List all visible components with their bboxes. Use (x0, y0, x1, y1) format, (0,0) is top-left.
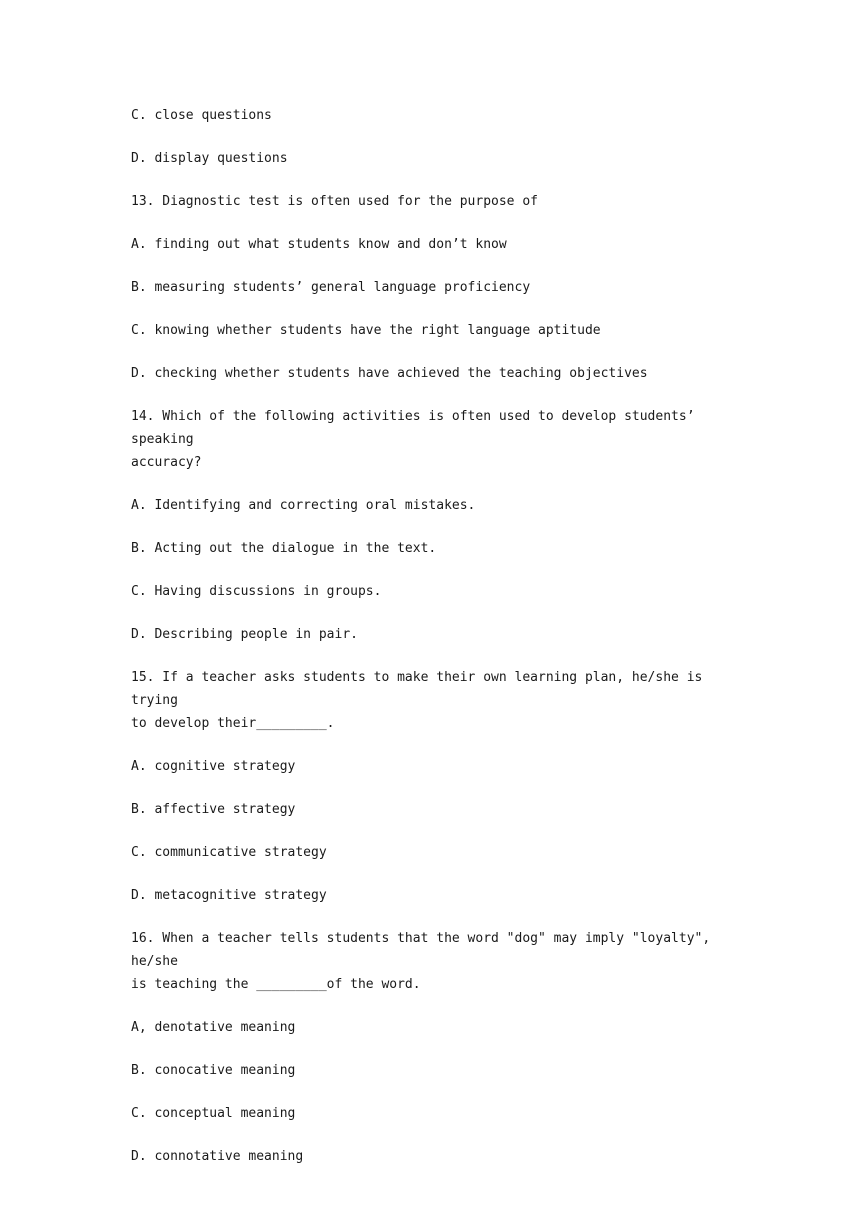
text-line: D. display questions (131, 151, 288, 166)
text-line: D. connotative meaning (131, 1149, 304, 1164)
text-paragraph (131, 1102, 741, 1125)
text-paragraph (131, 1059, 741, 1082)
document-page (131, 104, 741, 1188)
text-line: C. close questions (131, 108, 272, 123)
text-paragraph (131, 104, 741, 127)
text-line: 13. Diagnostic test is often used for the purpose of (131, 194, 538, 209)
text-paragraph (131, 927, 741, 996)
text-line: C. Having discussions in groups. (131, 584, 382, 599)
text-line: 15. If a teacher asks students to make their own learning plan, he/she is trying (131, 670, 711, 708)
text-paragraph (131, 1145, 741, 1168)
text-paragraph (131, 580, 741, 603)
text-line: B. Acting out the dialogue in the text. (131, 541, 437, 556)
text-line: D. checking whether students have achieved the teaching objectives (131, 366, 648, 381)
text-line: A. finding out what students know and don’t know (131, 237, 507, 252)
text-line: C. knowing whether students have the right language aptitude (131, 323, 601, 338)
text-line: A. cognitive strategy (131, 759, 296, 774)
text-paragraph (131, 362, 741, 385)
text-line: D. Describing people in pair. (131, 627, 358, 642)
text-paragraph (131, 233, 741, 256)
text-line: accuracy? (131, 455, 202, 470)
text-paragraph (131, 319, 741, 342)
text-paragraph (131, 190, 741, 213)
text-paragraph (131, 276, 741, 299)
text-line: B. measuring students’ general language proficiency (131, 280, 531, 295)
text-paragraph (131, 623, 741, 646)
text-paragraph (131, 755, 741, 778)
text-paragraph (131, 1016, 741, 1039)
text-line: 14. Which of the following activities is often used to develop students’ speaking (131, 409, 703, 447)
text-paragraph (131, 405, 741, 474)
text-line: C. conceptual meaning (131, 1106, 296, 1121)
text-line: D. metacognitive strategy (131, 888, 327, 903)
text-line: 16. When a teacher tells students that the word "dog" may imply "loyalty", he/she (131, 931, 719, 969)
text-paragraph (131, 494, 741, 517)
text-line: B. conocative meaning (131, 1063, 296, 1078)
text-paragraph (131, 884, 741, 907)
text-line: B. affective strategy (131, 802, 296, 817)
text-paragraph (131, 147, 741, 170)
text-line: A, denotative meaning (131, 1020, 296, 1035)
text-paragraph (131, 666, 741, 735)
text-line: is teaching the _________of the word. (131, 977, 421, 992)
text-line: A. Identifying and correcting oral mistakes. (131, 498, 476, 513)
text-paragraph (131, 798, 741, 821)
text-paragraph (131, 537, 741, 560)
text-line: C. communicative strategy (131, 845, 327, 860)
text-line: to develop their_________. (131, 716, 335, 731)
text-paragraph (131, 841, 741, 864)
